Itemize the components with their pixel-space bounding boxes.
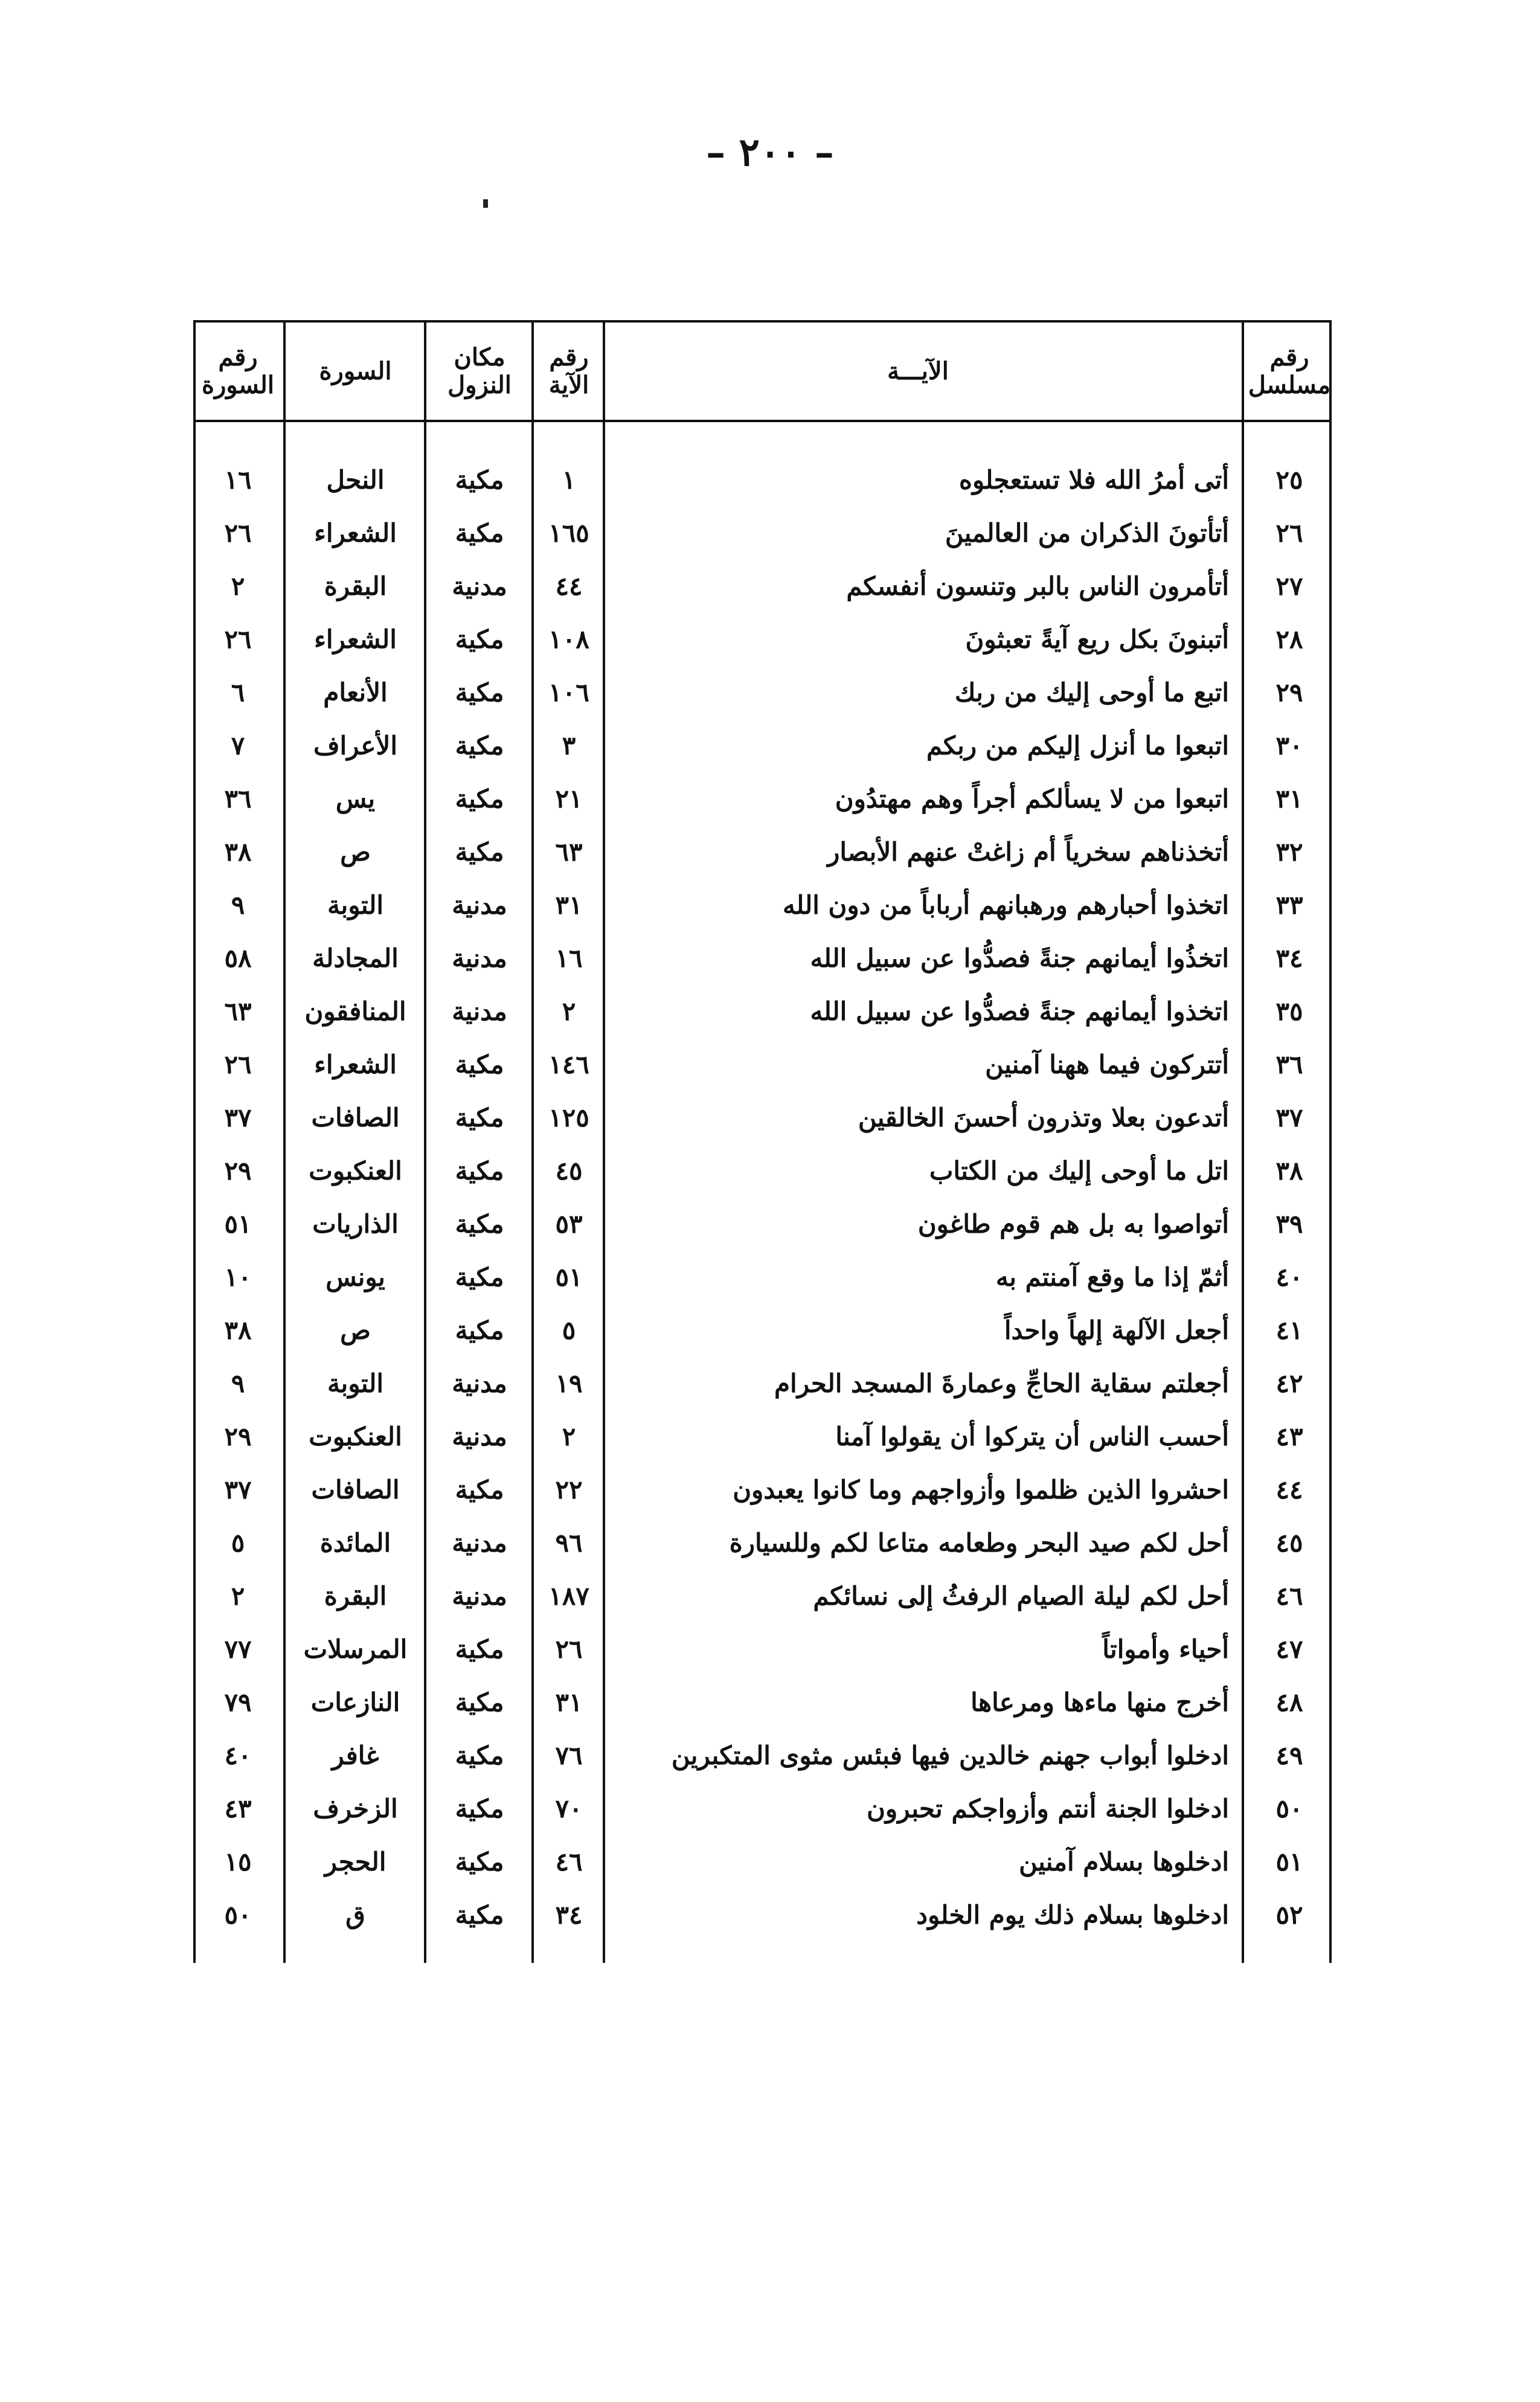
- cell-surah-number: ٢٦: [224, 624, 252, 654]
- cell-surah-number: ٦٣: [224, 996, 252, 1026]
- cell-verse: أتأمرون الناس بالبر وتنسون أنفسكم: [846, 571, 1229, 601]
- cell-verse: أحل لكم ليلة الصيام الرفثُ إلى نسائكم: [813, 1581, 1229, 1611]
- cell-serial: ٢٦: [1275, 518, 1303, 548]
- table-row: [193, 1410, 1332, 1463]
- cell-verse: أحسب الناس أن يتركوا أن يقولوا آمنا: [835, 1421, 1229, 1451]
- cell-verse: اتل ما أوحى إليك من الكتاب: [929, 1155, 1229, 1186]
- cell-verse: أثمّ إذا ما وقع آمنتم به: [995, 1262, 1229, 1292]
- cell-ayah-number: ٧٠: [555, 1793, 583, 1823]
- cell-place: مكية: [455, 1687, 504, 1717]
- cell-surah: الشعراء: [314, 518, 397, 548]
- cell-surah-number: ١٠: [224, 1262, 252, 1292]
- cell-ayah-number: ٤٤: [555, 571, 583, 601]
- cell-surah-number: ٢٩: [224, 1421, 252, 1451]
- cell-ayah-number: ١٠٦: [548, 677, 589, 707]
- table-row: [193, 1197, 1332, 1250]
- cell-serial: ٤٥: [1275, 1527, 1303, 1558]
- cell-verse: أحياء وأمواتاً: [1102, 1634, 1229, 1664]
- cell-surah: المائدة: [319, 1527, 391, 1558]
- cell-place: مدنية: [452, 1368, 507, 1398]
- cell-verse: اتخذوا أحبارهم ورهبانهم أرباباً من دون الله: [783, 890, 1229, 920]
- cell-verse: اتبعوا ما أنزل إليكم من ربكم: [926, 730, 1229, 760]
- cell-place: مكية: [455, 464, 504, 495]
- cell-ayah-number: ٤٥: [555, 1155, 583, 1186]
- cell-serial: ٣٤: [1275, 943, 1303, 973]
- cell-place: مكية: [455, 783, 504, 814]
- cell-serial: ٤٧: [1275, 1634, 1303, 1664]
- header-ayah-number: رقم الآية: [548, 343, 589, 399]
- cell-serial: ٤٦: [1275, 1581, 1303, 1611]
- cell-surah-number: ١٥: [224, 1846, 252, 1877]
- cell-place: مدنية: [452, 1527, 507, 1558]
- cell-serial: ٣٩: [1275, 1209, 1303, 1239]
- cell-verse: أجعلتم سقاية الحاجِّ وعمارةَ المسجد الحرام: [774, 1368, 1229, 1398]
- cell-surah-number: ٣٧: [224, 1102, 252, 1132]
- cell-verse: احشروا الذين ظلموا وأزواجهم وما كانوا يعبدون: [733, 1474, 1229, 1504]
- cell-serial: ٣٨: [1275, 1155, 1303, 1186]
- cell-place: مكية: [455, 1899, 504, 1930]
- table-row: [193, 1622, 1332, 1675]
- cell-place: مكية: [455, 624, 504, 654]
- cell-place: مكية: [455, 730, 504, 760]
- cell-serial: ٤٣: [1275, 1421, 1303, 1451]
- cell-verse: أجعل الآلهة إلهاً واحداً: [1004, 1315, 1229, 1345]
- cell-serial: ٣٣: [1275, 890, 1303, 920]
- cell-surah-number: ٣٦: [224, 783, 252, 814]
- cell-surah: ص: [340, 837, 371, 867]
- cell-place: مدنية: [452, 571, 507, 601]
- cell-ayah-number: ٥: [562, 1315, 576, 1345]
- cell-surah-number: ٤٣: [224, 1793, 252, 1823]
- table-row: [193, 612, 1332, 666]
- table-row: [193, 666, 1332, 719]
- cell-surah: الحجر: [324, 1846, 387, 1877]
- header-place: مكان النزول: [448, 343, 512, 399]
- table-row: [193, 1516, 1332, 1569]
- header-surah: السورة: [319, 357, 392, 385]
- cell-surah-number: ٥٨: [224, 943, 252, 973]
- cell-surah: العنكبوت: [309, 1421, 402, 1451]
- cell-ayah-number: ١٦٥: [548, 518, 589, 548]
- cell-place: مكية: [455, 1740, 504, 1770]
- cell-surah: البقرة: [324, 1581, 387, 1611]
- cell-verse: أتتركون فيما ههنا آمنين: [985, 1049, 1229, 1079]
- cell-serial: ٤٨: [1275, 1687, 1303, 1717]
- cell-serial: ٣٦: [1275, 1049, 1303, 1079]
- cell-surah-number: ٩: [231, 890, 245, 920]
- cell-serial: ٥١: [1275, 1846, 1303, 1877]
- table-row: [193, 825, 1332, 878]
- cell-place: مكية: [455, 1209, 504, 1239]
- verse-index-table: [193, 320, 1332, 1963]
- cell-ayah-number: ٣: [562, 730, 576, 760]
- cell-place: مكية: [455, 1846, 504, 1877]
- cell-verse: أتأتونَ الذكران من العالمينَ: [945, 518, 1229, 548]
- cell-ayah-number: ٢: [562, 996, 576, 1026]
- cell-surah-number: ٢٩: [224, 1155, 252, 1186]
- cell-serial: ٣٠: [1275, 730, 1303, 760]
- cell-verse: اتبعوا من لا يسألكم أجراً وهم مهتدُون: [835, 783, 1229, 814]
- cell-ayah-number: ٦٣: [555, 837, 583, 867]
- table-row: [193, 1357, 1332, 1410]
- cell-surah: العنكبوت: [309, 1155, 402, 1186]
- table-row: [193, 1250, 1332, 1303]
- cell-ayah-number: ٣٤: [555, 1899, 583, 1930]
- cell-surah: الشعراء: [314, 624, 397, 654]
- cell-surah: الصافات: [311, 1474, 400, 1504]
- cell-surah: يس: [335, 783, 376, 814]
- cell-surah: المنافقون: [304, 996, 406, 1026]
- cell-place: مكية: [455, 1793, 504, 1823]
- table-row: [193, 984, 1332, 1038]
- cell-place: مدنية: [452, 996, 507, 1026]
- cell-surah-number: ٤٠: [224, 1740, 252, 1770]
- cell-surah-number: ٥١: [224, 1209, 252, 1239]
- header-verse: الآيـــة: [887, 357, 949, 385]
- cell-surah: التوبة: [327, 1368, 384, 1398]
- cell-serial: ٣٥: [1275, 996, 1303, 1026]
- cell-serial: ٢٧: [1275, 571, 1303, 601]
- cell-surah: الصافات: [311, 1102, 400, 1132]
- cell-ayah-number: ١٠٨: [548, 624, 589, 654]
- table-row: [193, 1144, 1332, 1197]
- cell-surah: الأنعام: [323, 677, 388, 707]
- table-row: [193, 453, 1332, 506]
- cell-serial: ٤٢: [1275, 1368, 1303, 1398]
- cell-surah-number: ٢: [231, 1581, 245, 1611]
- cell-surah-number: ٧: [231, 730, 245, 760]
- cell-ayah-number: ٣١: [555, 1687, 583, 1717]
- cell-verse: ادخلوا أبواب جهنم خالدين فيها فبئس مثوى المتكبرين: [671, 1740, 1229, 1770]
- table-row: [193, 878, 1332, 931]
- cell-place: مكية: [455, 1474, 504, 1504]
- cell-ayah-number: ٣١: [555, 890, 583, 920]
- cell-surah: يونس: [326, 1262, 385, 1292]
- cell-verse: أحل لكم صيد البحر وطعامه متاعا لكم وللسيارة: [729, 1527, 1229, 1558]
- page-number: – ٢٠٠ –: [706, 130, 834, 175]
- cell-verse: أتخذناهم سخرياً أم زاغتْ عنهم الأبصار: [827, 837, 1229, 867]
- cell-ayah-number: ١٤٦: [548, 1049, 589, 1079]
- cell-serial: ٣٧: [1275, 1102, 1303, 1132]
- cell-surah-number: ٢: [231, 571, 245, 601]
- cell-surah: الأعراف: [313, 730, 398, 760]
- table-row: [193, 506, 1332, 559]
- cell-serial: ٤٠: [1275, 1262, 1303, 1292]
- cell-place: مكية: [455, 837, 504, 867]
- cell-ayah-number: ١٢٥: [548, 1102, 589, 1132]
- header-serial: رقم مسلسل: [1248, 343, 1331, 399]
- cell-surah-number: ٢٦: [224, 1049, 252, 1079]
- cell-ayah-number: ٩٦: [555, 1527, 583, 1558]
- cell-verse: أتواصوا به بل هم قوم طاغون: [917, 1209, 1229, 1239]
- cell-surah: المجادلة: [312, 943, 399, 973]
- header-surah-number: رقم السورة: [202, 343, 274, 399]
- cell-place: مدنية: [452, 1581, 507, 1611]
- table-row: [193, 1675, 1332, 1729]
- cell-serial: ٢٨: [1275, 624, 1303, 654]
- cell-surah: النازعات: [310, 1687, 400, 1717]
- cell-surah-number: ٩: [231, 1368, 245, 1398]
- cell-serial: ٥٠: [1275, 1793, 1303, 1823]
- cell-verse: ادخلوا الجنة أنتم وأزواجكم تحبرون: [867, 1793, 1229, 1823]
- table-row: [193, 1888, 1332, 1941]
- cell-place: مدنية: [452, 890, 507, 920]
- cell-ayah-number: ٢٢: [555, 1474, 583, 1504]
- cell-ayah-number: ١: [562, 464, 576, 495]
- table-row: [193, 772, 1332, 825]
- cell-place: مدنية: [452, 1421, 507, 1451]
- cell-place: مكية: [455, 1049, 504, 1079]
- cell-place: مكية: [455, 677, 504, 707]
- cell-surah-number: ٢٦: [224, 518, 252, 548]
- cell-surah-number: ٣٨: [224, 1315, 252, 1345]
- cell-verse: ادخلوها بسلام ذلك يوم الخلود: [916, 1899, 1229, 1930]
- cell-place: مكية: [455, 1155, 504, 1186]
- table-row: [193, 931, 1332, 984]
- table-row: [193, 719, 1332, 772]
- cell-ayah-number: ١٦: [555, 943, 583, 973]
- cell-serial: ٥٢: [1275, 1899, 1303, 1930]
- cell-surah: البقرة: [324, 571, 387, 601]
- cell-surah: الزخرف: [313, 1793, 398, 1823]
- cell-serial: ٢٩: [1275, 677, 1303, 707]
- cell-surah-number: ٥٠: [224, 1899, 252, 1930]
- cell-ayah-number: ٢: [562, 1421, 576, 1451]
- table-row: [193, 1782, 1332, 1835]
- cell-ayah-number: ٢٦: [555, 1634, 583, 1664]
- cell-surah: ص: [340, 1315, 371, 1345]
- table-row: [193, 1569, 1332, 1622]
- cell-surah: الذاريات: [312, 1209, 399, 1239]
- cell-ayah-number: ٧٦: [555, 1740, 583, 1770]
- cell-verse: أخرج منها ماءها ومرعاها: [971, 1687, 1229, 1717]
- cell-place: مدنية: [452, 943, 507, 973]
- cell-surah-number: ٧٧: [224, 1634, 252, 1664]
- cell-ayah-number: ٤٦: [555, 1846, 583, 1877]
- cell-surah-number: ٥: [231, 1527, 245, 1558]
- cell-ayah-number: ٥١: [555, 1262, 583, 1292]
- cell-place: مكية: [455, 518, 504, 548]
- cell-surah: النحل: [326, 464, 385, 495]
- cell-serial: ٣٢: [1275, 837, 1303, 867]
- cell-surah: ق: [345, 1899, 365, 1930]
- cell-surah-number: ٣٨: [224, 837, 252, 867]
- cell-surah: المرسلات: [303, 1634, 408, 1664]
- cell-surah: غافر: [332, 1740, 379, 1770]
- table-row: [193, 1729, 1332, 1782]
- cell-surah: الشعراء: [314, 1049, 397, 1079]
- cell-verse: اتخذُوا أيمانهم جنةً فصدُّوا عن سبيل الله: [810, 943, 1229, 973]
- cell-verse: أتى أمرُ الله فلا تستعجلوه: [958, 464, 1229, 495]
- cell-serial: ٣١: [1275, 783, 1303, 814]
- cell-place: مكية: [455, 1262, 504, 1292]
- cell-ayah-number: ١٨٧: [548, 1581, 589, 1611]
- cell-ayah-number: ٥٣: [555, 1209, 583, 1239]
- table-row: [193, 1091, 1332, 1144]
- cell-ayah-number: ١٩: [555, 1368, 583, 1398]
- cell-place: مكية: [455, 1315, 504, 1345]
- table-body: [193, 453, 1332, 1941]
- table-row: [193, 1835, 1332, 1888]
- table-row: [193, 1038, 1332, 1091]
- cell-surah: التوبة: [327, 890, 384, 920]
- cell-verse: أتدعون بعلا وتذرون أحسنَ الخالقين: [858, 1102, 1229, 1132]
- cell-place: مكية: [455, 1634, 504, 1664]
- table-row: [193, 559, 1332, 612]
- cell-serial: ٢٥: [1275, 464, 1303, 495]
- cell-serial: ٤٩: [1275, 1740, 1303, 1770]
- cell-serial: ٤١: [1275, 1315, 1303, 1345]
- table-row: [193, 1303, 1332, 1357]
- cell-serial: ٤٤: [1275, 1474, 1303, 1504]
- cell-verse: أتبنونَ بكل ريع آيةً تعبثونَ: [965, 624, 1229, 654]
- cell-ayah-number: ٢١: [555, 783, 583, 814]
- cell-verse: اتبع ما أوحى إليك من ربك: [954, 677, 1229, 707]
- cell-place: مكية: [455, 1102, 504, 1132]
- ink-speck: [483, 199, 488, 208]
- cell-surah-number: ٧٩: [224, 1687, 252, 1717]
- cell-verse: اتخذوا أيمانهم جنةً فصدُّوا عن سبيل الله: [810, 996, 1229, 1026]
- cell-surah-number: ٣٧: [224, 1474, 252, 1504]
- table-row: [193, 1463, 1332, 1516]
- cell-surah-number: ٦: [231, 677, 245, 707]
- cell-surah-number: ١٦: [224, 464, 252, 495]
- header-rule: [193, 420, 1332, 422]
- table-header: [193, 320, 1332, 420]
- cell-verse: ادخلوها بسلام آمنين: [1019, 1846, 1229, 1877]
